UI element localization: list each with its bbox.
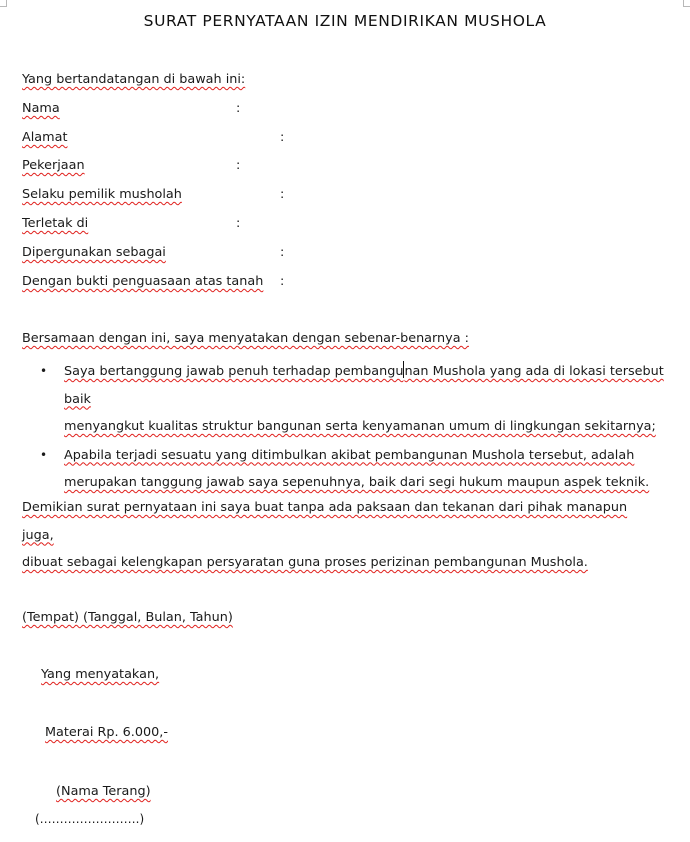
statement-1-line1a: Saya bertanggung jawab penuh terhadap pembangu bbox=[64, 364, 404, 379]
closing-line1: Demikian surat pernyataan ini saya buat tanpa ada paksaan dan tekanan dari pihak manapun juga, bbox=[22, 500, 628, 543]
closing-line2: dibuat sebagai kelengkapan persyaratan guna proses perizinan pembangunan Mushola. bbox=[22, 555, 588, 570]
field-label-bukti-tanah: Dengan bukti penguasaan atas tanah bbox=[22, 274, 264, 289]
statement-2-line1: Apabila terjadi sesuatu yang ditimbulkan akibat pembangunan Mushola tersebut, adalah bbox=[64, 447, 635, 463]
field-colon-nama: : bbox=[236, 101, 241, 116]
field-label-terletak: Terletak di bbox=[22, 216, 89, 231]
bullet-icon: • bbox=[40, 447, 48, 462]
field-label-dipergunakan: Dipergunakan sebagai bbox=[22, 245, 166, 260]
field-colon-alamat: : bbox=[280, 130, 285, 145]
field-colon-pemilik: : bbox=[280, 187, 285, 202]
field-colon-terletak: : bbox=[236, 216, 241, 231]
clear-name: (Nama Terang) bbox=[56, 784, 151, 799]
page-corner-mark-left bbox=[0, 0, 7, 7]
stamp-duty-note: Materai Rp. 6.000,- bbox=[45, 725, 168, 740]
field-label-pemilik: Selaku pemilik musholah bbox=[22, 187, 182, 202]
statement-intro: Bersamaan dengan ini, saya menyatakan dengan sebenar-benarnya : bbox=[22, 331, 469, 346]
intro-text: Yang bertandatangan di bawah ini: bbox=[22, 72, 246, 87]
field-label-nama: Nama bbox=[22, 101, 60, 116]
statement-2-line2: merupakan tanggung jawab saya sepenuhnya, baik dari segi hukum maupun aspek teknik. bbox=[64, 475, 650, 490]
statement-1-line2: menyangkut kualitas struktur bangunan serta kenyamanan umum di lingkungan sekitarnya; bbox=[64, 419, 656, 434]
field-label-pekerjaan: Pekerjaan bbox=[22, 158, 85, 173]
signer-label: Yang menyatakan, bbox=[41, 667, 160, 682]
closing-paragraph bbox=[22, 494, 662, 577]
signature-line: (…………………….) bbox=[35, 812, 145, 826]
bullet-icon: • bbox=[40, 364, 48, 378]
field-colon-pekerjaan: : bbox=[236, 158, 241, 173]
document-title: SURAT PERNYATAAN IZIN MENDIRIKAN MUSHOLA bbox=[143, 12, 547, 30]
field-colon-bukti-tanah: : bbox=[280, 274, 285, 289]
statement-item-2 bbox=[22, 442, 672, 497]
statement-1-line1b: nan Mushola yang ada di lokasi tersebut baik bbox=[64, 364, 664, 407]
page-corner-mark-right bbox=[683, 0, 690, 7]
field-colon-dipergunakan: : bbox=[280, 245, 285, 260]
place-date: (Tempat) (Tanggal, Bulan, Tahun) bbox=[22, 610, 233, 625]
statement-list bbox=[22, 358, 672, 498]
statement-item-1 bbox=[22, 358, 672, 441]
field-label-alamat: Alamat bbox=[22, 130, 68, 145]
